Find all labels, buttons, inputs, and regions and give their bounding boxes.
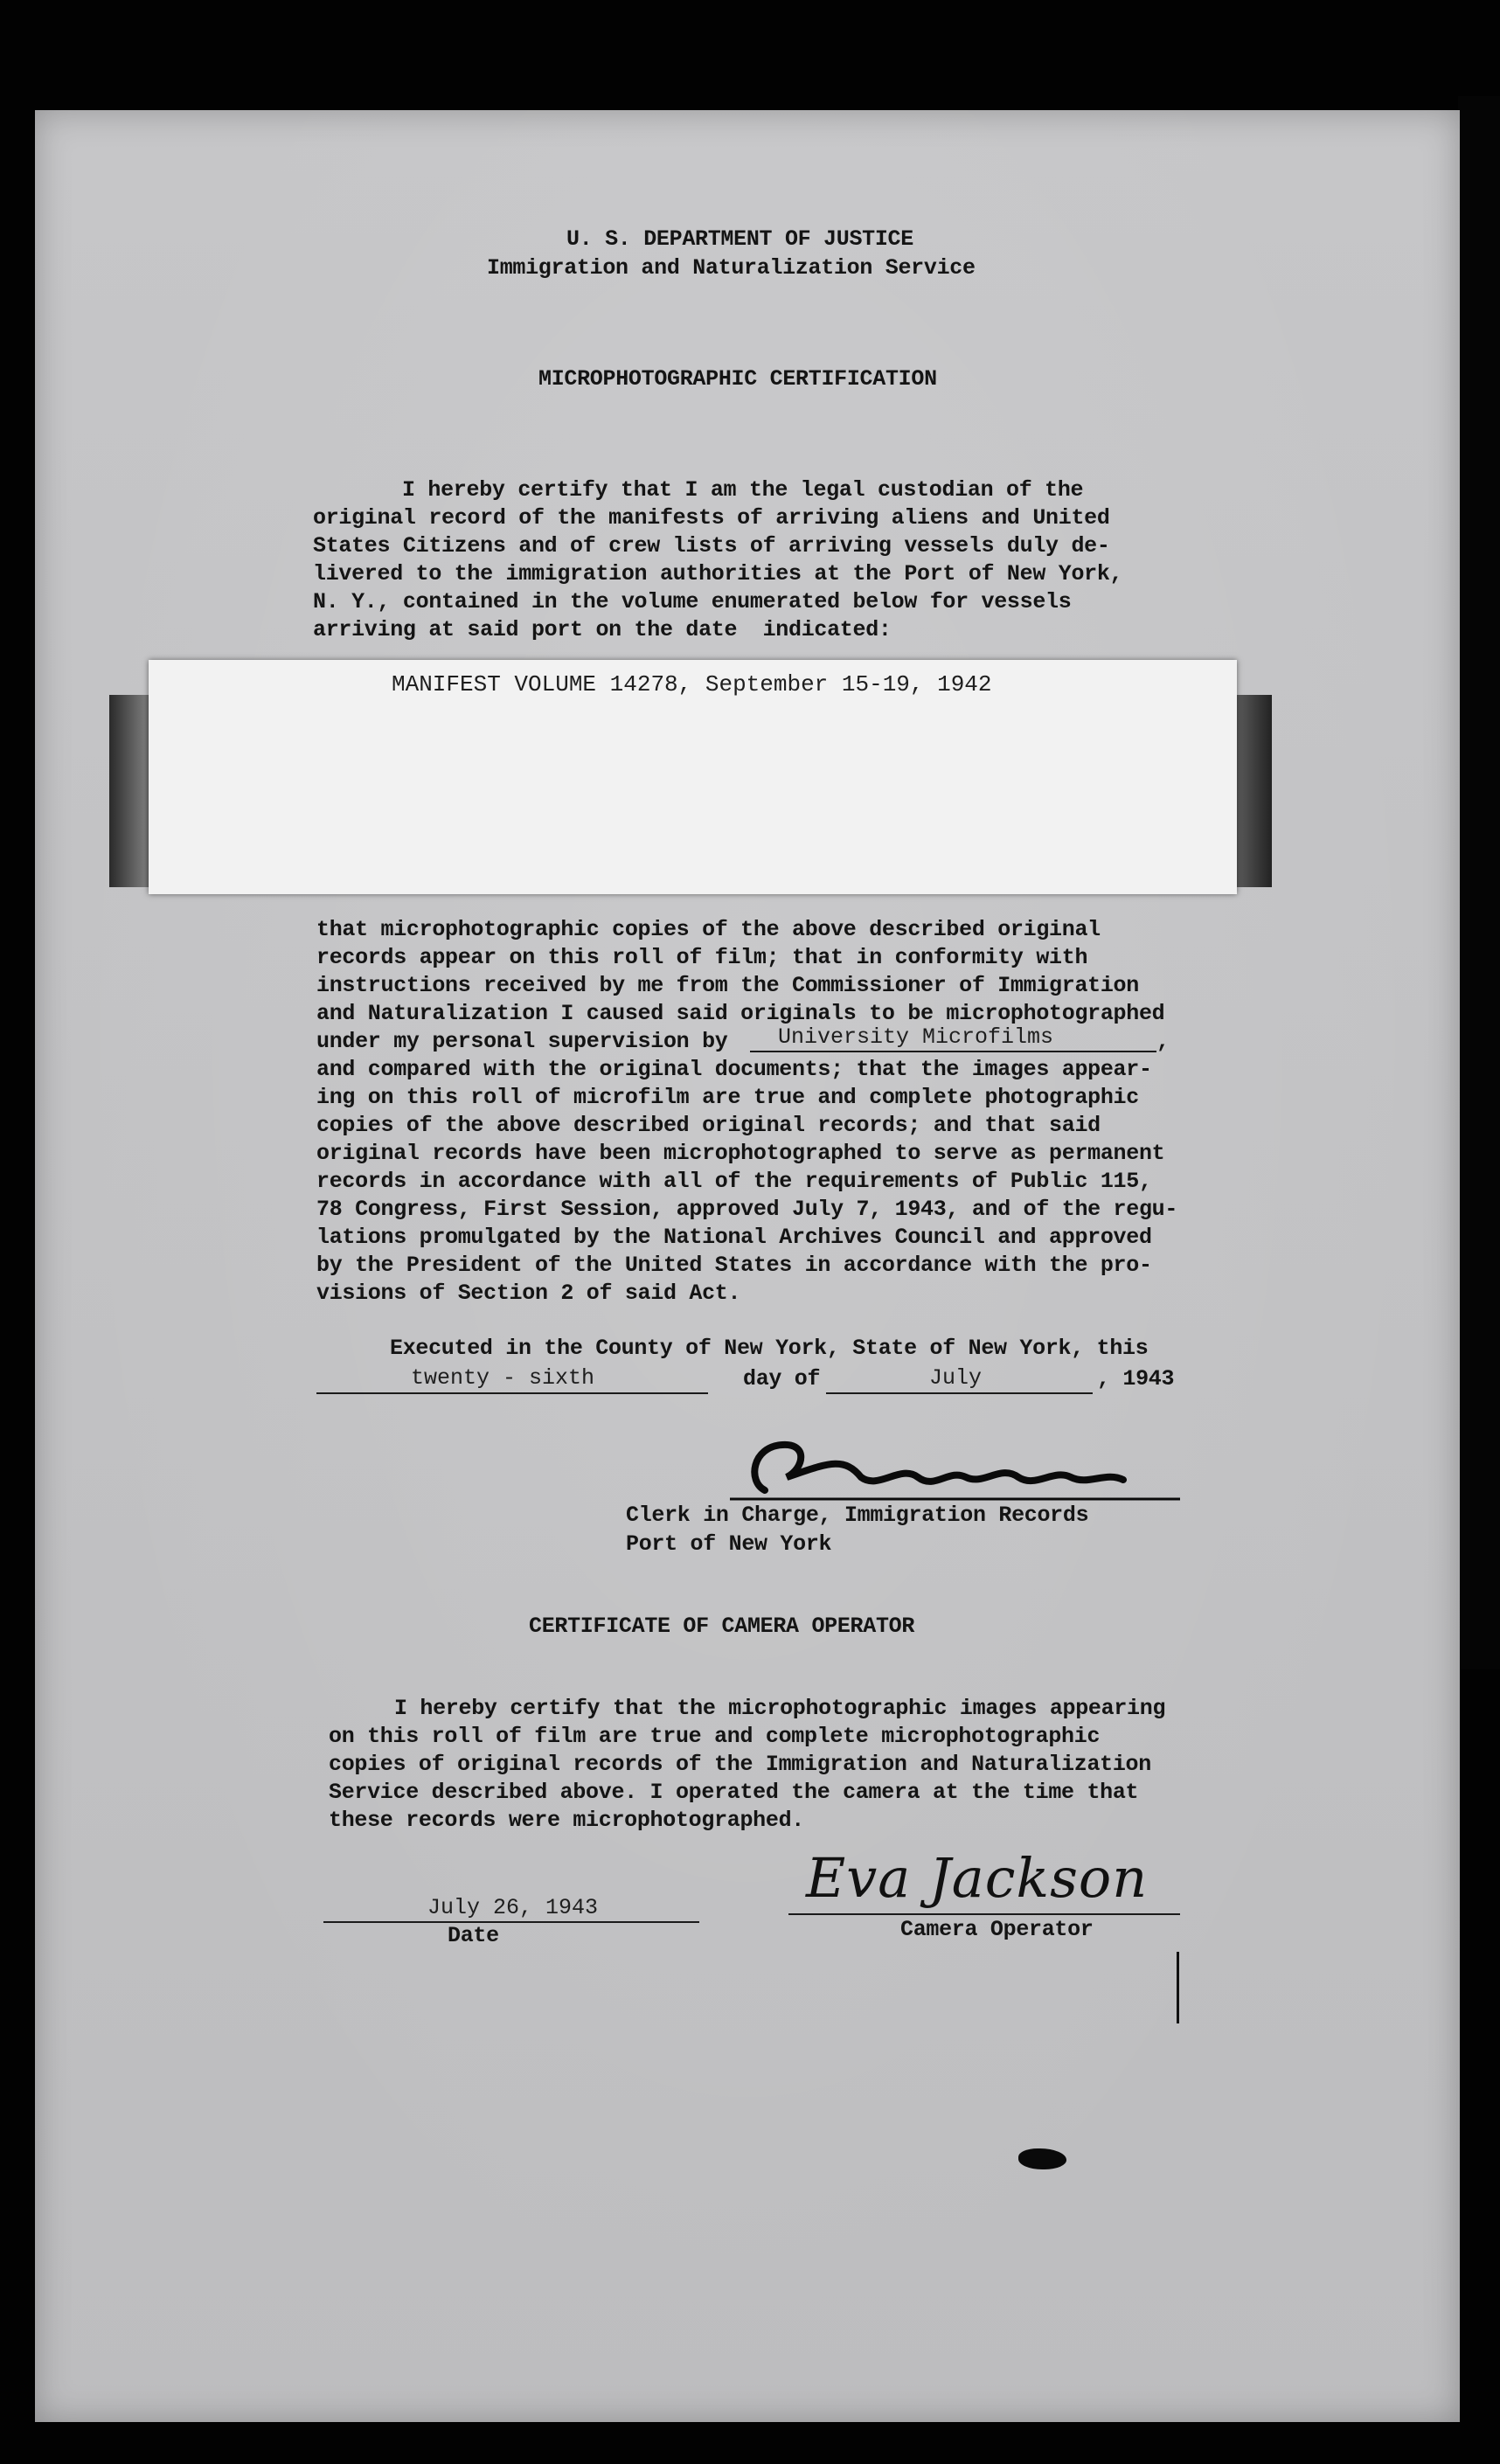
camera-cert-line: copies of original records of the Immigration and Naturalization (329, 1752, 1151, 1777)
body-line: that microphotographic copies of the above described original (316, 917, 1101, 942)
ink-blot (1018, 2148, 1066, 2169)
camera-cert-title: CERTIFICATE OF CAMERA OPERATOR (529, 1614, 915, 1639)
operator-signature: Eva Jackson (806, 1846, 1149, 1910)
operator-label: Camera Operator (900, 1917, 1094, 1942)
body-line: 78 Congress, First Session, approved July 7, 1943, and of the regu- (316, 1197, 1178, 1222)
camera-cert-line: these records were microphotographed. (329, 1808, 804, 1833)
clerk-port: Port of New York (626, 1531, 832, 1557)
camera-cert-line: I hereby certify that the microphotographic images appearing (394, 1696, 1166, 1721)
intro-line: States Citizens and of crew lists of arriving vessels duly de- (313, 533, 1110, 559)
executed-year: , 1943 (1097, 1366, 1175, 1392)
camera-cert-line: Service described above. I operated the camera at the time that (329, 1780, 1139, 1805)
body-line: by the President of the United States in accordance with the pro- (316, 1253, 1152, 1278)
supervisor-underline (750, 1051, 1156, 1052)
body-line: lations promulgated by the National Archives Council and approved (316, 1225, 1152, 1250)
intro-line: original record of the manifests of arriving aliens and United (313, 505, 1110, 531)
operator-underline (788, 1913, 1180, 1915)
intro-line: N. Y., contained in the volume enumerated below for vessels (313, 589, 1072, 614)
month-underline (826, 1392, 1093, 1394)
manifest-volume-label: MANIFEST VOLUME 14278, September 15-19, 1942 (392, 671, 992, 698)
executed-day-value: twenty - sixth (411, 1365, 595, 1391)
body-line: instructions received by me from the Commissioner of Immigration (316, 973, 1139, 998)
executed-month-value: July (929, 1365, 983, 1391)
page-title: MICROPHOTOGRAPHIC CERTIFICATION (538, 366, 937, 392)
clerk-signature (712, 1429, 1184, 1512)
body-line: records appear on this roll of film; that in conformity with (316, 945, 1088, 970)
executed-line: Executed in the County of New York, State of New York, this (390, 1336, 1149, 1361)
volume-strip-area (109, 660, 1272, 922)
body-line: and compared with the original documents; that the images appear- (316, 1057, 1152, 1082)
cert-date-value: July 26, 1943 (427, 1895, 599, 1920)
body-line: ing on this roll of microfilm are true and complete photographic (316, 1085, 1139, 1110)
intro-line: I hereby certify that I am the legal custodian of the (402, 477, 1084, 503)
date-label: Date (448, 1923, 499, 1948)
body-line: and Naturalization I caused said originals to be microphotographed (316, 1001, 1165, 1026)
department-heading: U. S. DEPARTMENT OF JUSTICE (566, 226, 913, 252)
camera-cert-line: on this roll of film are true and complete microphotographic (329, 1724, 1101, 1749)
clerk-title: Clerk in Charge, Immigration Records (626, 1503, 1089, 1528)
body-line: original records have been microphotographed to serve as permanent (316, 1141, 1165, 1166)
service-heading: Immigration and Naturalization Service (487, 255, 976, 281)
body-line: records in accordance with all of the requirements of Public 115, (316, 1169, 1152, 1194)
day-of-label: day of (743, 1366, 821, 1392)
intro-line: arriving at said port on the date indicated: (313, 617, 892, 642)
pen-mark (1177, 1952, 1179, 2023)
body-line: visions of Section 2 of said Act. (316, 1281, 741, 1306)
intro-line: livered to the immigration authorities at the Port of New York, (313, 561, 1123, 587)
date-underline (323, 1921, 699, 1923)
supervisor-suffix: , (1156, 1029, 1170, 1054)
day-underline (316, 1392, 708, 1394)
body-line: under my personal supervision by (316, 1029, 728, 1054)
supervisor-value: University Microfilms (778, 1024, 1054, 1050)
body-line: copies of the above described original records; and that said (316, 1113, 1101, 1138)
film-edge (1458, 96, 1500, 1669)
